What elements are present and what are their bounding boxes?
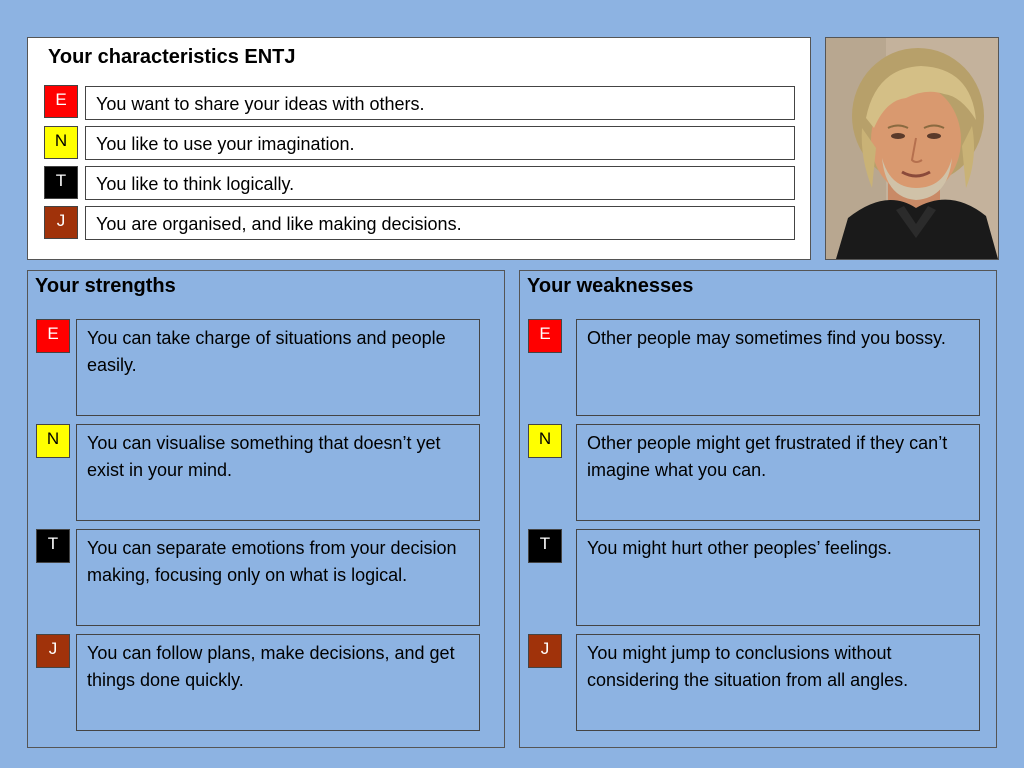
badge-j: J (44, 206, 78, 239)
strength-j: You can follow plans, make decisions, and get things done quickly. (76, 634, 480, 731)
badge-n: N (44, 126, 78, 159)
characteristic-t: You like to think logically. (85, 166, 795, 200)
weaknesses-panel (519, 270, 997, 748)
weakness-badge-e: E (528, 319, 562, 353)
weakness-e: Other people may sometimes find you bossy. (576, 319, 980, 416)
strengths-panel (27, 270, 505, 748)
characteristics-title: Your characteristics ENTJ (48, 46, 296, 68)
weakness-badge-t: T (528, 529, 562, 563)
characteristic-j: You are organised, and like making decisions. (85, 206, 795, 240)
strength-badge-e: E (36, 319, 70, 353)
strength-badge-t: T (36, 529, 70, 563)
badge-e: E (44, 85, 78, 118)
characteristics-panel (27, 37, 811, 260)
badge-t: T (44, 166, 78, 199)
portrait-illustration (826, 38, 998, 259)
portrait-photo (825, 37, 999, 260)
weakness-t: You might hurt other peoples’ feelings. (576, 529, 980, 626)
characteristic-n: You like to use your imagination. (85, 126, 795, 160)
weaknesses-title: Your weaknesses (527, 275, 694, 297)
weakness-badge-n: N (528, 424, 562, 458)
strengths-title: Your strengths (35, 275, 176, 297)
strength-e: You can take charge of situations and people easily. (76, 319, 480, 416)
weakness-n: Other people might get frustrated if they can’t imagine what you can. (576, 424, 980, 521)
strength-n: You can visualise something that doesn’t yet exist in your mind. (76, 424, 480, 521)
weakness-j: You might jump to conclusions without considering the situation from all angles. (576, 634, 980, 731)
strength-badge-j: J (36, 634, 70, 668)
weakness-badge-j: J (528, 634, 562, 668)
characteristic-e: You want to share your ideas with others. (85, 86, 795, 120)
strength-t: You can separate emotions from your decision making, focusing only on what is logical. (76, 529, 480, 626)
strength-badge-n: N (36, 424, 70, 458)
